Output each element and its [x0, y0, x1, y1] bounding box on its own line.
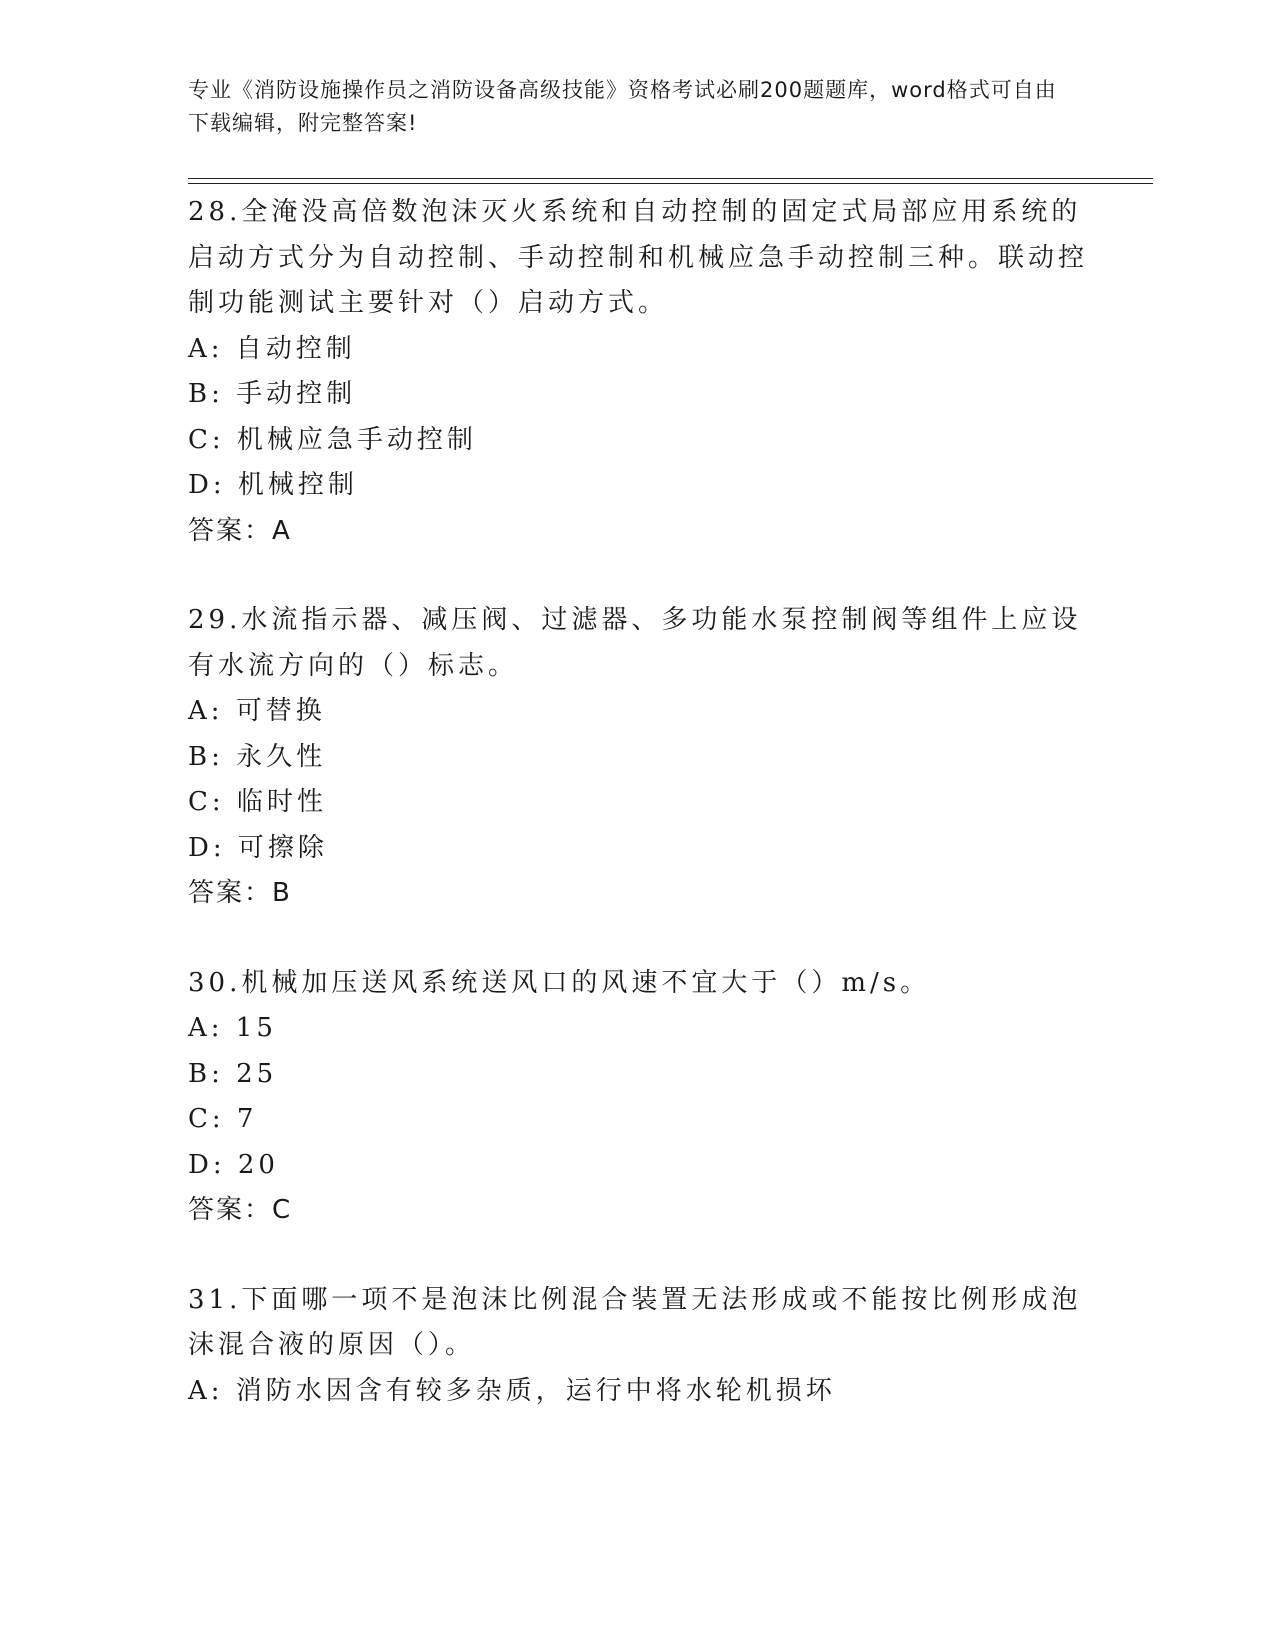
header-text: 专业《消防设施操作员之消防设备高级技能》资格考试必刷200题题库，word格式可自由下载编辑，附完整答案! [188, 78, 1057, 135]
option-d: D: 可擦除 [188, 832, 328, 863]
answer: 答案：C [188, 1195, 293, 1225]
question-28 [188, 190, 1088, 554]
option-a: A: 自动控制 [188, 333, 356, 364]
option-d: D: 机械控制 [188, 470, 358, 500]
option-c: C: 临时性 [188, 787, 327, 817]
option-a: A: 15 [188, 1013, 277, 1043]
option-c: C: 7 [188, 1104, 258, 1134]
question-stem: 31.下面哪一项不是泡沫比例混合装置无法形成或不能按比例形成泡沫混合液的原因（）。 [188, 1284, 1082, 1360]
question-29 [188, 598, 1088, 917]
question-stem: 30.机械加压送风系统送风口的风速不宜大于（）m/s。 [188, 967, 931, 998]
question-30 [188, 961, 1088, 1234]
header-divider-top [188, 178, 1153, 179]
question-stem: 29.水流指示器、减压阀、过滤器、多功能水泵控制阀等组件上应设有水流方向的（）标志。 [188, 605, 1082, 681]
document-header [188, 74, 1068, 140]
answer: 答案：B [188, 878, 292, 908]
option-b: B: 25 [188, 1058, 278, 1089]
option-b: B: 永久性 [188, 741, 327, 772]
question-stem: 28.全淹没高倍数泡沫灭火系统和自动控制的固定式局部应用系统的启动方式分为自动控制、手动控制和机械应急手动控制三种。联动控制功能测试主要针对（）启动方式。 [188, 197, 1089, 318]
option-a: A: 可替换 [188, 696, 326, 726]
question-31 [188, 1278, 1088, 1415]
option-b: B: 手动控制 [188, 379, 357, 409]
question-list [188, 190, 1088, 1458]
answer: 答案：A [188, 515, 292, 546]
header-divider-bottom [188, 183, 1153, 184]
option-a: A: 消防水因含有较多杂质，运行中将水轮机损坏 [188, 1375, 836, 1406]
option-d: D: 20 [188, 1149, 279, 1180]
option-c: C: 机械应急手动控制 [188, 424, 477, 455]
